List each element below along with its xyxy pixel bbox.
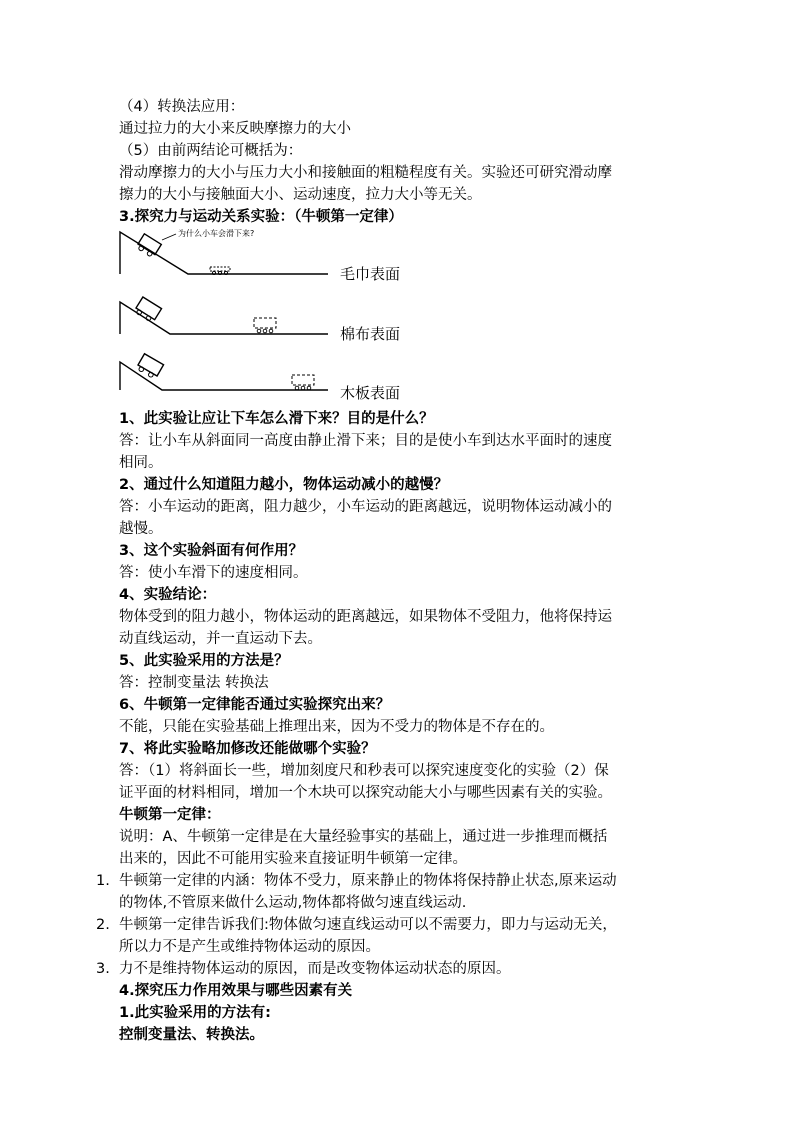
question: 5、此实验采用的方法是？ [119,653,289,669]
surface-label-wood: 木板表面 [340,384,401,402]
figure-question: 为什么小车会滑下来? [178,229,255,238]
question: 1、此实验让应让下车怎么滑下来？目的是什么？ [119,411,434,427]
question: 1.此实验采用的方法有: [119,1005,271,1021]
answer: 不能，只能在实验基础上推理出来，因为不受力的物体是不存在的。 [119,719,554,735]
ramp-towel [120,228,400,283]
question: 6、牛顿第一定律能否通过实验探究出来？ [119,697,391,713]
answer: 证平面的材料相同，增加一个木块可以探究动能大小与哪些因素有关的实验。 [119,785,612,801]
question: 3、这个实验斜面有何作用？ [119,543,304,559]
text-line: （4）转换法应用： [119,99,245,115]
section-heading: 4.探究压力作用效果与哪些因素有关 [119,983,353,999]
text-line: 出来的，因此不可能用实验来直接证明牛顿第一定律。 [119,851,467,867]
surface-label-towel: 毛巾表面 [340,265,401,283]
question: 2、通过什么知道阻力越小，物体运动减小的越慢？ [119,477,449,493]
list-item: 的物体,不管原来做什么运动,物体都将做匀速直线运动. [119,895,467,911]
answer: 答：小车运动的距离，阻力越少，小车运动的距离越远，说明物体运动减小的 [119,499,612,515]
cart-marker [254,318,276,333]
answer: 相同。 [119,455,163,471]
section-heading: 3.探究力与运动关系实验：（牛顿第一定律） [119,209,403,225]
list-number: 1. [96,873,110,889]
text-line: 说明：A、牛顿第一定律是在大量经验事实的基础上，通过进一步推理而概括 [119,829,608,845]
answer: 答：使小车滑下的速度相同。 [119,565,308,581]
list-item: 牛顿第一定律的内涵：物体不受力，原来静止的物体将保持静止状态,原来运动 [119,873,617,889]
list-item: 力不是维持物体运动的原因，而是改变物体运动状态的原因。 [119,961,511,977]
text-line: 滑动摩擦力的大小与压力大小和接触面的粗糙程度有关。实验还可研究滑动摩 [119,165,612,181]
question: 4、实验结论： [119,587,217,603]
ramp-wood [120,354,400,402]
section-heading: 牛顿第一定律： [119,807,221,823]
list-number: 3. [96,961,110,977]
text-line: 擦力的大小与接触面大小、运动速度，拉力大小等无关。 [119,187,482,203]
surface-label-cotton: 棉布表面 [340,325,401,343]
question: 7、将此实验略加修改还能做哪个实验？ [119,741,376,757]
answer: 物体受到的阻力越小，物体运动的距离越远，如果物体不受阻力，他将保持运 [119,609,612,625]
answer: 控制变量法、转换法。 [119,1027,264,1043]
text-line: （5）由前两结论可概括为： [119,143,303,159]
answer: 动直线运动，并一直运动下去。 [119,631,322,647]
answer: 答：（1）将斜面长一些，增加刻度尺和秒表可以探究速度变化的实验（2）保 [119,763,609,779]
answer: 答：控制变量法 转换法 [119,675,269,691]
answer: 答：让小车从斜面同一高度由静止滑下来；目的是使小车到达水平面时的速度 [119,433,612,449]
list-number: 2. [96,917,110,933]
cart-marker [292,375,314,390]
list-item: 所以力不是产生或维持物体运动的原因。 [119,939,380,955]
experiment-figure [118,222,418,402]
list-item: 牛顿第一定律告诉我们:物体做匀速直线运动可以不需要力，即力与运动无关， [119,917,617,933]
text-line: 通过拉力的大小来反映摩擦力的大小 [119,121,351,137]
ramp-cotton [120,297,400,343]
answer: 越慢。 [119,521,163,537]
